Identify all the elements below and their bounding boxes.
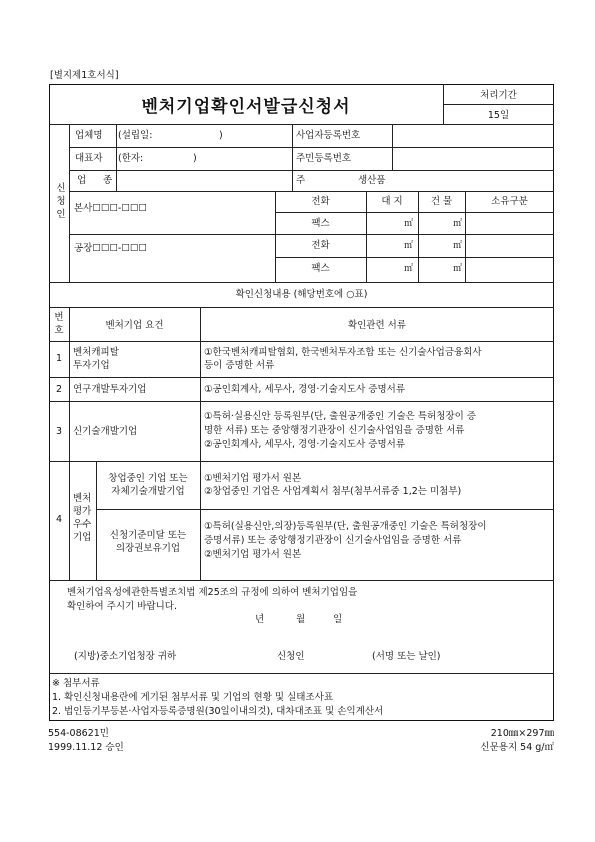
form-code: 554-08621민 bbox=[48, 728, 109, 739]
row-3-number: 3 bbox=[56, 426, 63, 437]
factory-fax-label: 팩스 bbox=[311, 263, 330, 274]
number-column-header: 번 호 bbox=[54, 312, 64, 336]
fax-label: 팩스 bbox=[311, 218, 330, 229]
row-4-sub1-documents: ①벤처기업 평가서 원본 bbox=[204, 473, 302, 484]
form-number: [별지제1호서식] bbox=[50, 70, 119, 81]
company-name-label: 업체명 bbox=[75, 130, 103, 141]
row-2-documents: ①공인회계사, 세무사, 경영·기술지도사 증명서류 bbox=[204, 384, 405, 395]
attachment-item-1: 1. 확인신청내용란에 게기된 첨부서류 및 기업의 현황 및 실태조사표 bbox=[52, 692, 334, 703]
requirement-column-header: 벤처기업 요건 bbox=[105, 320, 164, 331]
land-area-label: 대 지 bbox=[381, 196, 403, 207]
application-form: [별지제1호서식] 벤처기업확인서발급신청서 처리기간 15일 신 청 인 업체명 (설립일: ) 사업자등록번호 대표자 (한자: ) 주민등록번호 업 종 주 생산품 본사☐☐☐-☐☐☐ 공장☐☐☐-☐☐☐ 전화 대 지 건 물 소유구분 팩스 ㎡ ㎡ 전화 ㎡ ㎡ 팩스 ㎡ ㎡ 확인신청내용 (해당번호에 ○표) 번 호 벤처기업 요건 확인관련 서류 1 벤처캐피탈 투자기업 ①한국벤처캐피탈협회, 한국벤처투자조합 또는 신기술사업금융회사 등이 증명한 서류 2 연구개발투자기업 ①공인회계사, 세무사, 경영·기술지도사 증명서류 3 신기술개발기업 ①특허·실용신안 등록원부(단, 출원공개중인 기술은 특허청장이 증 명한 서류) 또는 중앙행정기관장이 신기술사업임을 증명한 서류 ②공인회계사, 세무사, 경영·기술지도사 증명서류 4 벤처 평가 우수 기업 창업중인 기업 또는 자체기술개발기업 ①벤처기업 평가서 원본 ②창업중인 기업은 사업계획서 첨부(첨부서류중 1,2는 미첨부) 신청기준미달 또는 의장권보유기업 ①특허(실용신안,의장)등록원부(단, 출원공개중인 기술은 특허청장이 증명서류) 또는 중앙행정기관장이 신기술사업임을 증명한 서류 ②벤처기업 평가서 원본 벤처기업육성에관한특별조치법 제25조의 규정에 의하여 벤처기업임을 확인하여 주시기 바랍니다. 년 월 일 (지방)중소기업청장 귀하 신청인 (서명 또는 날인) ※ 첨부서류 1. 확인신청내용란에 게기된 첨부서류 및 기업의 현황 및 실태조사표 2. 법인등기부등본·사업자등록증명원(30일이내의것), 대차대조표 및 손익계산서 554-08621민 1999.11.12 승인 210㎜×297㎜ 신문용지 54 g/㎡ bbox=[48, 70, 554, 753]
industry-label: 업 bbox=[77, 175, 87, 186]
building-area-label: 건 물 bbox=[430, 196, 453, 207]
founding-date-label: (설립일: bbox=[118, 130, 153, 141]
signature-or-seal-label: (서명 또는 날인) bbox=[372, 651, 441, 662]
row-2-number: 2 bbox=[56, 384, 63, 395]
row-4-sub2-documents: ①특허(실용신안,의장)등록원부(단, 출원공개중인 기술은 특허청장이 bbox=[204, 521, 487, 532]
applicant-signature-label: 신청인 bbox=[277, 651, 305, 662]
resident-number-label: 주민등록번호 bbox=[296, 153, 352, 164]
main-label: 주 bbox=[296, 175, 306, 186]
form-title: 벤처기업확인서발급신청서 bbox=[141, 97, 351, 117]
row-4-label: 벤처 평가 우수 기업 bbox=[73, 493, 92, 543]
hanja-label: (한자: bbox=[118, 153, 144, 164]
processing-period-label: 처리기간 bbox=[480, 90, 517, 101]
row-4-number: 4 bbox=[56, 514, 63, 525]
row-1-requirement: 벤처캐피탈 bbox=[73, 347, 119, 358]
row-4-sub2-requirement: 신청기준미달 또는 bbox=[109, 530, 187, 541]
row-3-documents: ①특허·실용신안 등록원부(단, 출원공개중인 기술은 특허청장이 증 bbox=[204, 411, 476, 422]
phone-label: 전화 bbox=[311, 196, 330, 207]
main-product-label: 생산품 bbox=[358, 175, 386, 186]
approval-date: 1999.11.12 승인 bbox=[48, 742, 124, 753]
addressee: (지방)중소기업청장 귀하 bbox=[74, 651, 177, 662]
paper-size: 210㎜×297㎜ bbox=[490, 728, 554, 739]
date-day: 일 bbox=[333, 614, 343, 625]
factory-phone-label: 전화 bbox=[311, 240, 330, 251]
attachment-item-2: 2. 법인등기부등본·사업자등록증명원(30일이내의것), 대차대조표 및 손익계산서 bbox=[52, 706, 384, 717]
ownership-label: 소유구분 bbox=[491, 196, 528, 207]
date-month: 월 bbox=[296, 614, 306, 625]
row-1-number: 1 bbox=[56, 353, 63, 364]
row-4-sub1-requirement: 창업중인 기업 또는 bbox=[108, 473, 188, 484]
request-heading: 확인신청내용 (해당번호에 ○표) bbox=[235, 289, 368, 300]
documents-column-header: 확인관련 서류 bbox=[347, 320, 407, 331]
headquarters-address-label: 본사☐☐☐-☐☐☐ bbox=[74, 203, 147, 214]
paper-type: 신문용지 54 g/㎡ bbox=[480, 742, 554, 753]
attachments-heading: ※ 첨부서류 bbox=[52, 678, 100, 689]
row-3-requirement: 신기술개발기업 bbox=[73, 426, 138, 437]
declaration-text: 벤처기업육성에관한특별조치법 제25조의 규정에 의하여 벤처기업임을 bbox=[67, 587, 358, 598]
representative-label: 대표자 bbox=[75, 153, 103, 164]
applicant-section-label: 신 청 인 bbox=[56, 183, 66, 220]
date-year: 년 bbox=[255, 614, 265, 625]
row-1-documents: ①한국벤처캐피탈협회, 한국벤처투자조합 또는 신기술사업금융회사 bbox=[204, 347, 482, 358]
factory-address-label: 공장☐☐☐-☐☐☐ bbox=[74, 243, 147, 254]
processing-period-value: 15일 bbox=[487, 110, 510, 121]
row-2-requirement: 연구개발투자기업 bbox=[73, 384, 147, 395]
biz-reg-number-label: 사업자등록번호 bbox=[296, 130, 361, 141]
